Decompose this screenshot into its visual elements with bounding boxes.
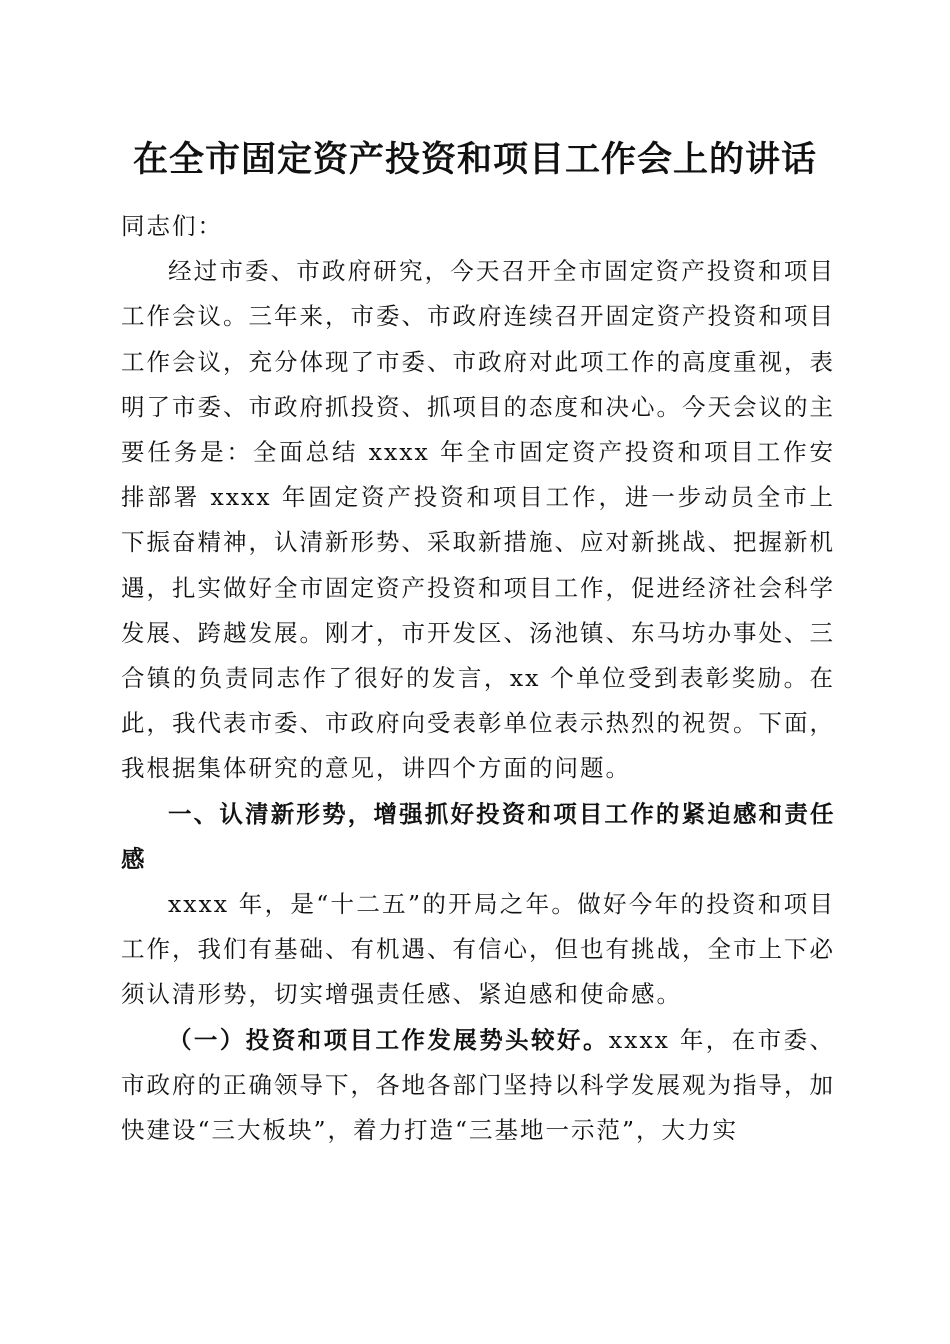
document-body [121, 204, 835, 1153]
subsection-heading-1: （一）投资和项目工作发展势头较好。 [168, 1025, 609, 1054]
subsection-1-text: xxxx 年，在市委、市政府的正确领导下，各地各部门坚持以科学发展观为指导，加快建设“三大板块”，着力打造“三基地一示范”，大力实 [121, 1025, 836, 1145]
subsection-1-paragraph [121, 1018, 835, 1154]
document-title: 在全市固定资产投资和项目工作会上的讲话 [132, 139, 817, 180]
salutation: 同志们： [121, 212, 223, 240]
intro-paragraph: 经过市委、市政府研究，今天召开全市固定资产投资和项目工作会议。三年来，市委、市政府连续召开固定资产投资和项目工作会议，充分体现了市委、市政府对此项工作的高度重视，表明了市委、市政府抓投资、抓项目的态度和决心。今天会议的主要任务是：全面总结 xxxx 年全市固定资产投资和项目工作安排部署 xxxx 年固定资产投资和项目工作，进一步动员全市上下振奋精神，认清新形势、采取新措施、应对新挑战、把握新机遇，扎实做好全市固定资产投资和项目工作，促进经济社会科学发展、跨越发展。刚才，市开发区、汤池镇、东马坊办事处、三合镇的负责同志作了很好的发言，xx 个单位受到表彰奖励。在此，我代表市委、市政府向受表彰单位表示热烈的祝贺。下面，我根据集体研究的意见，讲四个方面的问题。 [121, 257, 835, 783]
section-heading-1: 一、认清新形势，增强抓好投资和项目工作的紧迫感和责任感 [121, 799, 835, 873]
section-1-paragraph: xxxx 年，是“十二五”的开局之年。做好今年的投资和项目工作，我们有基础、有机遇、有信心，但也有挑战，全市上下必须认清形势，切实增强责任感、紧迫感和使命感。 [121, 890, 835, 1009]
